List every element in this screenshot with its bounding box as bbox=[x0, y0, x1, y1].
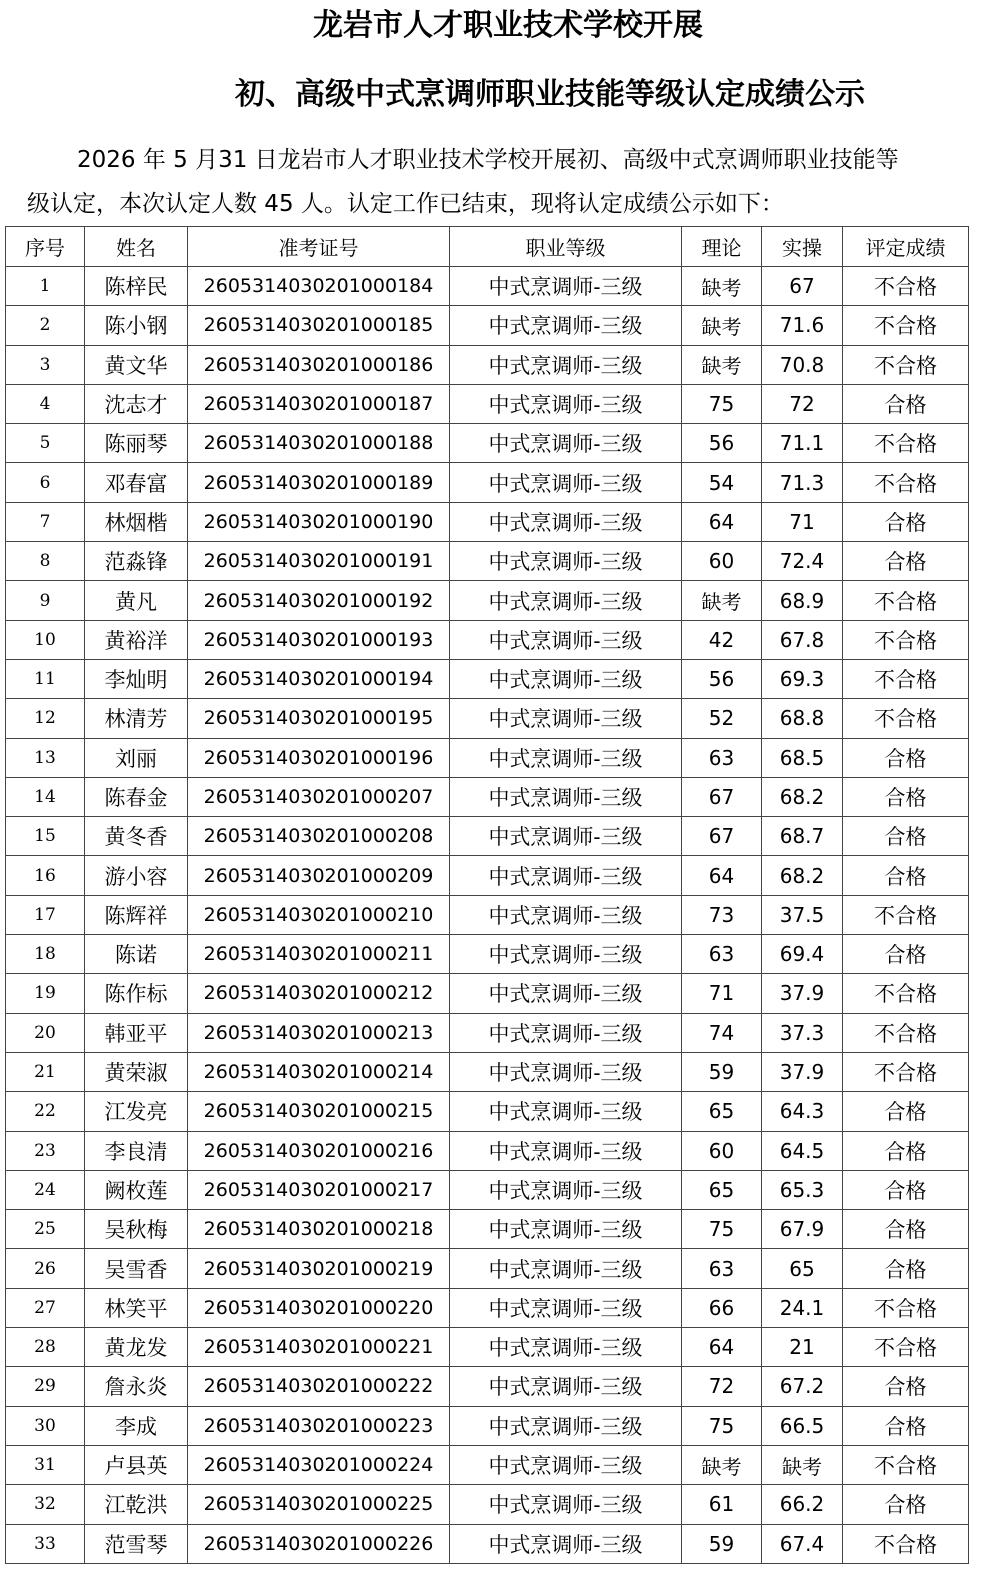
practical-cell: 缺考 bbox=[762, 1445, 843, 1484]
table-row bbox=[6, 1328, 969, 1367]
table-row bbox=[6, 1013, 969, 1052]
result-cell: 合格 bbox=[843, 1367, 969, 1406]
level-cell: 中式烹调师-三级 bbox=[450, 856, 682, 895]
practical-cell: 69.3 bbox=[762, 659, 843, 698]
level-cell: 中式烹调师-三级 bbox=[450, 1406, 682, 1445]
theory-cell: 缺考 bbox=[682, 306, 762, 345]
name-cell: 陈梓民 bbox=[85, 267, 188, 306]
table-row bbox=[6, 463, 969, 502]
exam-id-cell: 2605314030201000215 bbox=[188, 1092, 450, 1131]
table-row bbox=[6, 817, 969, 856]
result-cell: 不合格 bbox=[843, 424, 969, 463]
table-row bbox=[6, 974, 969, 1013]
name-cell: 林笑平 bbox=[85, 1288, 188, 1327]
level-cell: 中式烹调师-三级 bbox=[450, 463, 682, 502]
theory-cell: 65 bbox=[682, 1170, 762, 1209]
practical-cell: 71 bbox=[762, 502, 843, 541]
name-cell: 刘丽 bbox=[85, 738, 188, 777]
theory-cell: 60 bbox=[682, 1131, 762, 1170]
theory-cell: 75 bbox=[682, 384, 762, 423]
title-line-1: 龙岩市人才职业技术学校开展 bbox=[313, 8, 703, 43]
table-row bbox=[6, 856, 969, 895]
seq-cell: 9 bbox=[6, 581, 85, 620]
result-cell: 合格 bbox=[843, 1131, 969, 1170]
name-cell: 江乾洪 bbox=[85, 1485, 188, 1524]
practical-cell: 37.5 bbox=[762, 895, 843, 934]
exam-id-cell: 2605314030201000222 bbox=[188, 1367, 450, 1406]
name-cell: 陈小钢 bbox=[85, 306, 188, 345]
level-cell: 中式烹调师-三级 bbox=[450, 542, 682, 581]
exam-id-cell: 2605314030201000193 bbox=[188, 620, 450, 659]
level-cell: 中式烹调师-三级 bbox=[450, 306, 682, 345]
exam-id-cell: 2605314030201000225 bbox=[188, 1485, 450, 1524]
table-row bbox=[6, 620, 969, 659]
name-cell: 陈春金 bbox=[85, 777, 188, 816]
name-cell: 范淼锋 bbox=[85, 542, 188, 581]
header-exam-id: 准考证号 bbox=[188, 227, 450, 267]
seq-cell: 33 bbox=[6, 1524, 85, 1563]
practical-cell: 66.2 bbox=[762, 1485, 843, 1524]
practical-cell: 68.8 bbox=[762, 699, 843, 738]
result-cell: 合格 bbox=[843, 502, 969, 541]
seq-cell: 27 bbox=[6, 1288, 85, 1327]
level-cell: 中式烹调师-三级 bbox=[450, 817, 682, 856]
name-cell: 黄冬香 bbox=[85, 817, 188, 856]
exam-id-cell: 2605314030201000216 bbox=[188, 1131, 450, 1170]
name-cell: 陈作标 bbox=[85, 974, 188, 1013]
name-cell: 詹永炎 bbox=[85, 1367, 188, 1406]
exam-id-cell: 2605314030201000207 bbox=[188, 777, 450, 816]
header-seq: 序号 bbox=[6, 227, 85, 267]
seq-cell: 24 bbox=[6, 1170, 85, 1209]
exam-id-cell: 2605314030201000188 bbox=[188, 424, 450, 463]
theory-cell: 74 bbox=[682, 1013, 762, 1052]
theory-cell: 75 bbox=[682, 1210, 762, 1249]
practical-cell: 68.2 bbox=[762, 777, 843, 816]
title-line-2: 初、高级中式烹调师职业技能等级认定成绩公示 bbox=[235, 77, 865, 112]
exam-id-cell: 2605314030201000223 bbox=[188, 1406, 450, 1445]
intro-line-2: 级认定，本次认定人数 45 人。认定工作已结束，现将认定成绩公示如下： bbox=[27, 191, 784, 217]
seq-cell: 29 bbox=[6, 1367, 85, 1406]
table-row bbox=[6, 1052, 969, 1091]
exam-id-cell: 2605314030201000224 bbox=[188, 1445, 450, 1484]
theory-cell: 52 bbox=[682, 699, 762, 738]
practical-cell: 67.8 bbox=[762, 620, 843, 659]
table-row bbox=[6, 424, 969, 463]
practical-cell: 21 bbox=[762, 1328, 843, 1367]
level-cell: 中式烹调师-三级 bbox=[450, 738, 682, 777]
seq-cell: 5 bbox=[6, 424, 85, 463]
level-cell: 中式烹调师-三级 bbox=[450, 1485, 682, 1524]
seq-cell: 13 bbox=[6, 738, 85, 777]
practical-cell: 68.2 bbox=[762, 856, 843, 895]
practical-cell: 71.1 bbox=[762, 424, 843, 463]
practical-cell: 37.3 bbox=[762, 1013, 843, 1052]
level-cell: 中式烹调师-三级 bbox=[450, 1367, 682, 1406]
name-cell: 黄龙发 bbox=[85, 1328, 188, 1367]
theory-cell: 56 bbox=[682, 659, 762, 698]
exam-id-cell: 2605314030201000189 bbox=[188, 463, 450, 502]
table-header-row bbox=[6, 227, 969, 267]
seq-cell: 10 bbox=[6, 620, 85, 659]
name-cell: 韩亚平 bbox=[85, 1013, 188, 1052]
seq-cell: 25 bbox=[6, 1210, 85, 1249]
practical-cell: 67.9 bbox=[762, 1210, 843, 1249]
seq-cell: 2 bbox=[6, 306, 85, 345]
seq-cell: 16 bbox=[6, 856, 85, 895]
exam-id-cell: 2605314030201000185 bbox=[188, 306, 450, 345]
exam-id-cell: 2605314030201000213 bbox=[188, 1013, 450, 1052]
practical-cell: 68.5 bbox=[762, 738, 843, 777]
seq-cell: 22 bbox=[6, 1092, 85, 1131]
level-cell: 中式烹调师-三级 bbox=[450, 1524, 682, 1563]
seq-cell: 15 bbox=[6, 817, 85, 856]
practical-cell: 64.3 bbox=[762, 1092, 843, 1131]
table-row bbox=[6, 1131, 969, 1170]
level-cell: 中式烹调师-三级 bbox=[450, 502, 682, 541]
exam-id-cell: 2605314030201000195 bbox=[188, 699, 450, 738]
seq-cell: 23 bbox=[6, 1131, 85, 1170]
table-body bbox=[6, 267, 969, 1564]
name-cell: 游小容 bbox=[85, 856, 188, 895]
header-practical: 实操 bbox=[762, 227, 843, 267]
theory-cell: 61 bbox=[682, 1485, 762, 1524]
theory-cell: 缺考 bbox=[682, 267, 762, 306]
seq-cell: 19 bbox=[6, 974, 85, 1013]
theory-cell: 71 bbox=[682, 974, 762, 1013]
level-cell: 中式烹调师-三级 bbox=[450, 1131, 682, 1170]
name-cell: 陈丽琴 bbox=[85, 424, 188, 463]
theory-cell: 64 bbox=[682, 502, 762, 541]
exam-id-cell: 2605314030201000209 bbox=[188, 856, 450, 895]
table-row bbox=[6, 738, 969, 777]
table-row bbox=[6, 659, 969, 698]
table-row bbox=[6, 699, 969, 738]
practical-cell: 68.9 bbox=[762, 581, 843, 620]
level-cell: 中式烹调师-三级 bbox=[450, 1445, 682, 1484]
seq-cell: 32 bbox=[6, 1485, 85, 1524]
result-cell: 不合格 bbox=[843, 345, 969, 384]
name-cell: 李灿明 bbox=[85, 659, 188, 698]
seq-cell: 28 bbox=[6, 1328, 85, 1367]
seq-cell: 3 bbox=[6, 345, 85, 384]
theory-cell: 60 bbox=[682, 542, 762, 581]
result-cell: 合格 bbox=[843, 817, 969, 856]
level-cell: 中式烹调师-三级 bbox=[450, 581, 682, 620]
theory-cell: 65 bbox=[682, 1092, 762, 1131]
name-cell: 阙枚莲 bbox=[85, 1170, 188, 1209]
header-theory: 理论 bbox=[682, 227, 762, 267]
theory-cell: 缺考 bbox=[682, 345, 762, 384]
seq-cell: 21 bbox=[6, 1052, 85, 1091]
exam-id-cell: 2605314030201000191 bbox=[188, 542, 450, 581]
table-row bbox=[6, 542, 969, 581]
level-cell: 中式烹调师-三级 bbox=[450, 424, 682, 463]
exam-id-cell: 2605314030201000187 bbox=[188, 384, 450, 423]
exam-id-cell: 2605314030201000208 bbox=[188, 817, 450, 856]
name-cell: 范雪琴 bbox=[85, 1524, 188, 1563]
name-cell: 李良清 bbox=[85, 1131, 188, 1170]
table-row bbox=[6, 1249, 969, 1288]
seq-cell: 4 bbox=[6, 384, 85, 423]
seq-cell: 18 bbox=[6, 935, 85, 974]
exam-id-cell: 2605314030201000219 bbox=[188, 1249, 450, 1288]
level-cell: 中式烹调师-三级 bbox=[450, 384, 682, 423]
exam-id-cell: 2605314030201000214 bbox=[188, 1052, 450, 1091]
theory-cell: 63 bbox=[682, 1249, 762, 1288]
level-cell: 中式烹调师-三级 bbox=[450, 1170, 682, 1209]
level-cell: 中式烹调师-三级 bbox=[450, 699, 682, 738]
result-cell: 合格 bbox=[843, 856, 969, 895]
result-cell: 不合格 bbox=[843, 306, 969, 345]
result-cell: 不合格 bbox=[843, 1524, 969, 1563]
practical-cell: 24.1 bbox=[762, 1288, 843, 1327]
result-cell: 合格 bbox=[843, 1210, 969, 1249]
name-cell: 卢县英 bbox=[85, 1445, 188, 1484]
practical-cell: 70.8 bbox=[762, 345, 843, 384]
result-cell: 不合格 bbox=[843, 895, 969, 934]
practical-cell: 69.4 bbox=[762, 935, 843, 974]
practical-cell: 65 bbox=[762, 1249, 843, 1288]
theory-cell: 42 bbox=[682, 620, 762, 659]
seq-cell: 7 bbox=[6, 502, 85, 541]
exam-id-cell: 2605314030201000186 bbox=[188, 345, 450, 384]
practical-cell: 67.4 bbox=[762, 1524, 843, 1563]
level-cell: 中式烹调师-三级 bbox=[450, 935, 682, 974]
theory-cell: 59 bbox=[682, 1524, 762, 1563]
exam-id-cell: 2605314030201000211 bbox=[188, 935, 450, 974]
level-cell: 中式烹调师-三级 bbox=[450, 1092, 682, 1131]
table-row bbox=[6, 267, 969, 306]
name-cell: 邓春富 bbox=[85, 463, 188, 502]
exam-id-cell: 2605314030201000220 bbox=[188, 1288, 450, 1327]
table-row bbox=[6, 1210, 969, 1249]
header-name: 姓名 bbox=[85, 227, 188, 267]
name-cell: 林清芳 bbox=[85, 699, 188, 738]
exam-id-cell: 2605314030201000190 bbox=[188, 502, 450, 541]
seq-cell: 12 bbox=[6, 699, 85, 738]
level-cell: 中式烹调师-三级 bbox=[450, 777, 682, 816]
result-cell: 不合格 bbox=[843, 581, 969, 620]
table-row bbox=[6, 1170, 969, 1209]
level-cell: 中式烹调师-三级 bbox=[450, 974, 682, 1013]
table-row bbox=[6, 1485, 969, 1524]
practical-cell: 64.5 bbox=[762, 1131, 843, 1170]
practical-cell: 67.2 bbox=[762, 1367, 843, 1406]
seq-cell: 6 bbox=[6, 463, 85, 502]
result-cell: 不合格 bbox=[843, 1013, 969, 1052]
exam-id-cell: 2605314030201000194 bbox=[188, 659, 450, 698]
exam-id-cell: 2605314030201000221 bbox=[188, 1328, 450, 1367]
result-cell: 合格 bbox=[843, 1406, 969, 1445]
theory-cell: 67 bbox=[682, 817, 762, 856]
level-cell: 中式烹调师-三级 bbox=[450, 267, 682, 306]
level-cell: 中式烹调师-三级 bbox=[450, 895, 682, 934]
theory-cell: 缺考 bbox=[682, 581, 762, 620]
result-cell: 合格 bbox=[843, 384, 969, 423]
result-cell: 不合格 bbox=[843, 1052, 969, 1091]
name-cell: 沈志才 bbox=[85, 384, 188, 423]
level-cell: 中式烹调师-三级 bbox=[450, 345, 682, 384]
seq-cell: 26 bbox=[6, 1249, 85, 1288]
theory-cell: 59 bbox=[682, 1052, 762, 1091]
table-row bbox=[6, 777, 969, 816]
seq-cell: 8 bbox=[6, 542, 85, 581]
theory-cell: 56 bbox=[682, 424, 762, 463]
table-row bbox=[6, 935, 969, 974]
practical-cell: 72.4 bbox=[762, 542, 843, 581]
name-cell: 黄文华 bbox=[85, 345, 188, 384]
practical-cell: 71.3 bbox=[762, 463, 843, 502]
exam-id-cell: 2605314030201000210 bbox=[188, 895, 450, 934]
name-cell: 黄裕洋 bbox=[85, 620, 188, 659]
practical-cell: 37.9 bbox=[762, 1052, 843, 1091]
theory-cell: 64 bbox=[682, 856, 762, 895]
result-cell: 不合格 bbox=[843, 620, 969, 659]
name-cell: 李成 bbox=[85, 1406, 188, 1445]
theory-cell: 54 bbox=[682, 463, 762, 502]
name-cell: 黄凡 bbox=[85, 581, 188, 620]
table-row bbox=[6, 1092, 969, 1131]
table-row bbox=[6, 1445, 969, 1484]
table-row bbox=[6, 895, 969, 934]
practical-cell: 67 bbox=[762, 267, 843, 306]
table-row bbox=[6, 1524, 969, 1563]
table-row bbox=[6, 345, 969, 384]
table-row bbox=[6, 1367, 969, 1406]
result-cell: 不合格 bbox=[843, 1288, 969, 1327]
result-cell: 不合格 bbox=[843, 1328, 969, 1367]
exam-id-cell: 2605314030201000212 bbox=[188, 974, 450, 1013]
seq-cell: 20 bbox=[6, 1013, 85, 1052]
result-cell: 不合格 bbox=[843, 974, 969, 1013]
practical-cell: 37.9 bbox=[762, 974, 843, 1013]
practical-cell: 68.7 bbox=[762, 817, 843, 856]
table-row bbox=[6, 581, 969, 620]
name-cell: 陈诺 bbox=[85, 935, 188, 974]
seq-cell: 17 bbox=[6, 895, 85, 934]
level-cell: 中式烹调师-三级 bbox=[450, 620, 682, 659]
result-cell: 合格 bbox=[843, 542, 969, 581]
table-row bbox=[6, 306, 969, 345]
exam-id-cell: 2605314030201000218 bbox=[188, 1210, 450, 1249]
result-cell: 不合格 bbox=[843, 659, 969, 698]
seq-cell: 14 bbox=[6, 777, 85, 816]
result-cell: 合格 bbox=[843, 1485, 969, 1524]
level-cell: 中式烹调师-三级 bbox=[450, 1013, 682, 1052]
result-cell: 合格 bbox=[843, 738, 969, 777]
level-cell: 中式烹调师-三级 bbox=[450, 1210, 682, 1249]
result-cell: 不合格 bbox=[843, 463, 969, 502]
theory-cell: 73 bbox=[682, 895, 762, 934]
name-cell: 吴雪香 bbox=[85, 1249, 188, 1288]
exam-id-cell: 2605314030201000184 bbox=[188, 267, 450, 306]
table-row bbox=[6, 502, 969, 541]
theory-cell: 64 bbox=[682, 1328, 762, 1367]
name-cell: 江发亮 bbox=[85, 1092, 188, 1131]
header-level: 职业等级 bbox=[450, 227, 682, 267]
level-cell: 中式烹调师-三级 bbox=[450, 1328, 682, 1367]
level-cell: 中式烹调师-三级 bbox=[450, 1052, 682, 1091]
theory-cell: 72 bbox=[682, 1367, 762, 1406]
table-row bbox=[6, 384, 969, 423]
practical-cell: 65.3 bbox=[762, 1170, 843, 1209]
practical-cell: 66.5 bbox=[762, 1406, 843, 1445]
results-table bbox=[5, 226, 969, 1564]
name-cell: 黄荣淑 bbox=[85, 1052, 188, 1091]
practical-cell: 72 bbox=[762, 384, 843, 423]
result-cell: 不合格 bbox=[843, 1445, 969, 1484]
theory-cell: 63 bbox=[682, 935, 762, 974]
theory-cell: 67 bbox=[682, 777, 762, 816]
table-row bbox=[6, 1406, 969, 1445]
result-cell: 合格 bbox=[843, 777, 969, 816]
result-cell: 合格 bbox=[843, 1170, 969, 1209]
theory-cell: 63 bbox=[682, 738, 762, 777]
result-cell: 不合格 bbox=[843, 699, 969, 738]
result-cell: 不合格 bbox=[843, 267, 969, 306]
exam-id-cell: 2605314030201000217 bbox=[188, 1170, 450, 1209]
result-cell: 合格 bbox=[843, 1249, 969, 1288]
name-cell: 陈辉祥 bbox=[85, 895, 188, 934]
result-cell: 合格 bbox=[843, 935, 969, 974]
seq-cell: 31 bbox=[6, 1445, 85, 1484]
intro-line-1: 2026 年 5 月31 日龙岩市人才职业技术学校开展初、高级中式烹调师职业技能等 bbox=[77, 147, 899, 173]
practical-cell: 71.6 bbox=[762, 306, 843, 345]
level-cell: 中式烹调师-三级 bbox=[450, 659, 682, 698]
theory-cell: 缺考 bbox=[682, 1445, 762, 1484]
seq-cell: 30 bbox=[6, 1406, 85, 1445]
name-cell: 林烟楷 bbox=[85, 502, 188, 541]
level-cell: 中式烹调师-三级 bbox=[450, 1249, 682, 1288]
theory-cell: 75 bbox=[682, 1406, 762, 1445]
exam-id-cell: 2605314030201000192 bbox=[188, 581, 450, 620]
theory-cell: 66 bbox=[682, 1288, 762, 1327]
seq-cell: 11 bbox=[6, 659, 85, 698]
exam-id-cell: 2605314030201000226 bbox=[188, 1524, 450, 1563]
header-result: 评定成绩 bbox=[843, 227, 969, 267]
table-row bbox=[6, 1288, 969, 1327]
level-cell: 中式烹调师-三级 bbox=[450, 1288, 682, 1327]
result-cell: 合格 bbox=[843, 1092, 969, 1131]
seq-cell: 1 bbox=[6, 267, 85, 306]
name-cell: 吴秋梅 bbox=[85, 1210, 188, 1249]
exam-id-cell: 2605314030201000196 bbox=[188, 738, 450, 777]
